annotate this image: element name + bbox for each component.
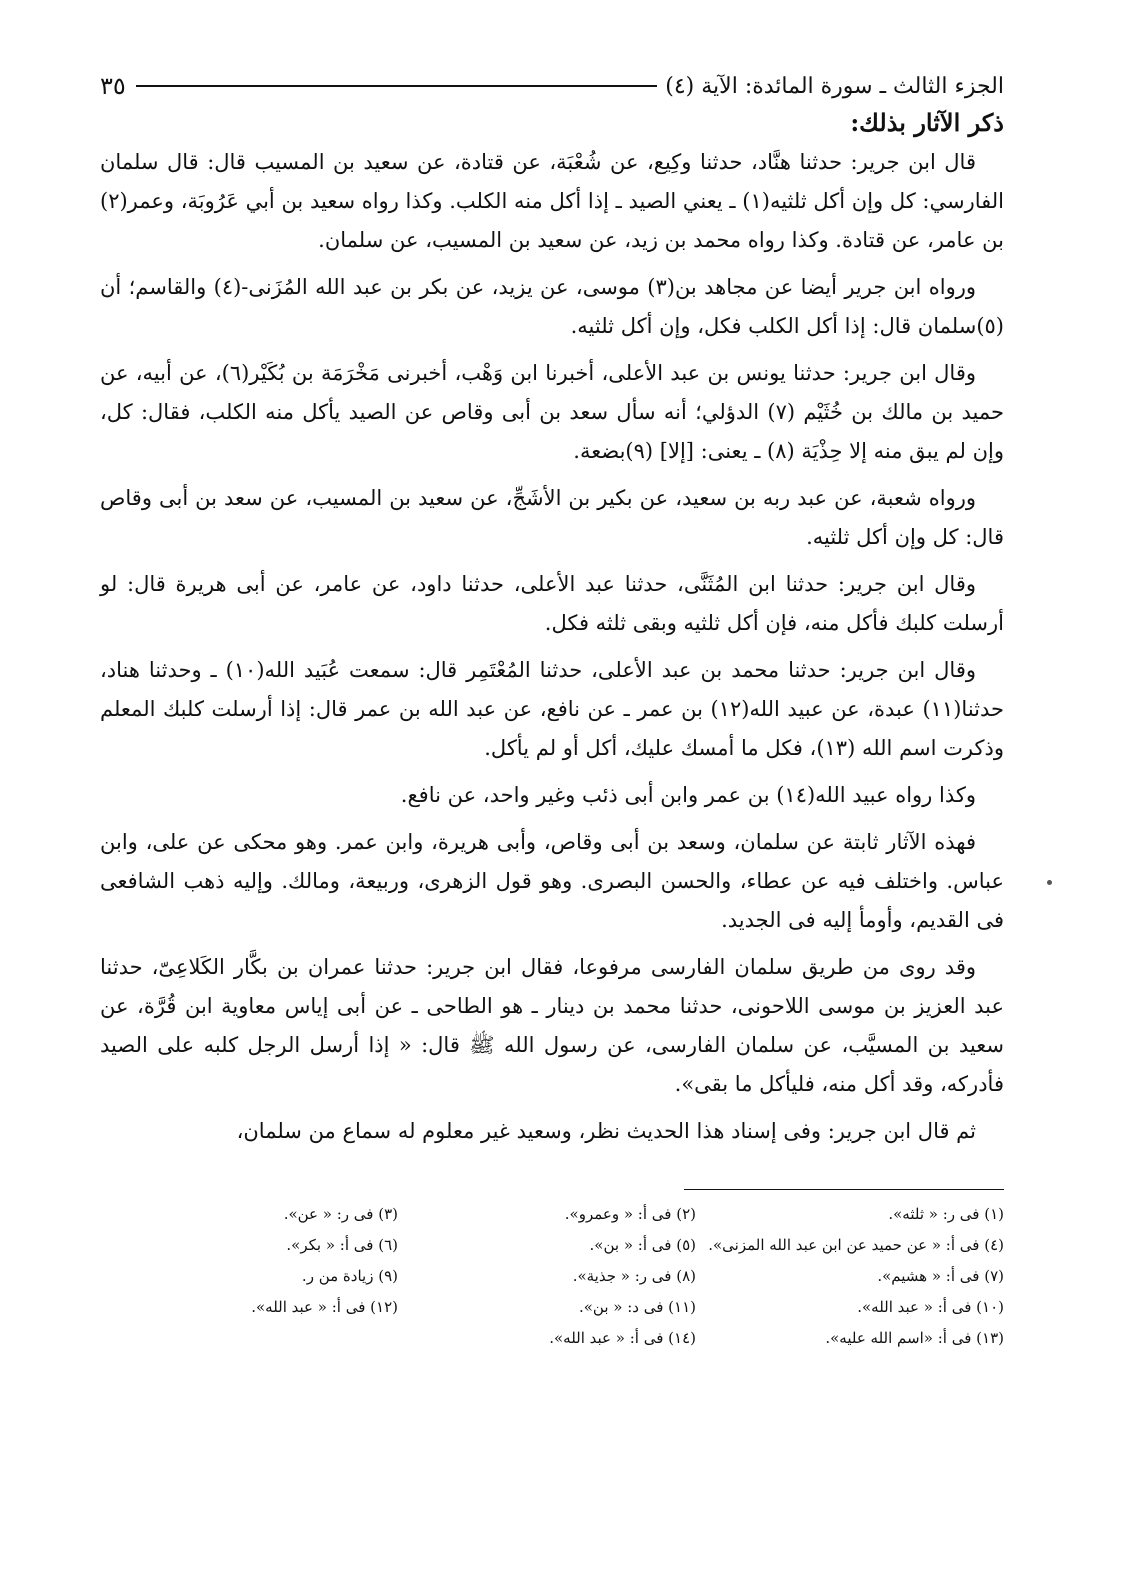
paragraph: ثم قال ابن جرير: وفى إسناد هذا الحديث نظر، وسعيد غير معلوم له سماع من سلمان، [236,1119,976,1143]
footnote: (١) فى ر: « ثلثه». [888,1205,1004,1223]
paragraph: وقال ابن جرير: حدثنا محمد بن عبد الأعلى، حدثنا المُعْتَمِر قال: سمعت عُبَيد الله(١٠) ـ وحدثنا هناد، حدثنا(١١) عبدة، عن عبيد الله(١٢) بن عمر ـ عن نافع، عن عبد الله بن عمر قال: إذا أرسلت كلبك المعلم وذكرت اسم الله (١٣)، فكل ما أمسك عليك، أكل أو لم يأكل. [100,658,1005,760]
page [100,68,1004,1353]
footnote: (٦) فى أ: « بكر». [286,1236,398,1254]
paragraph: قال ابن جرير: حدثنا هنَّاد، حدثنا وكِيع، عن شُعْبَة، عن قتادة، عن سعيد بن المسيب قال: قال سلمان الفارسي: كل وإن أكل ثلثيه(١) ـ يعني الصيد ـ إذا أكل منه الكلب. وكذا رواه سعيد بن أبي عَرُوبَة، وعمر(٢) بن عامر، عن قتادة. وكذا رواه محمد بن زيد، عن سعيد بن المسيب، عن سلمان. [100,150,1005,252]
paragraph: ورواه ابن جرير أيضا عن مجاهد بن(٣) موسى، عن يزيد، عن بكر بن عبد الله المُزَنى-(٤) والقاسم؛ أن (٥)سلمان قال: إذا أكل الكلب فكل، وإن أكل ثلثيه. [100,275,1004,338]
paragraph: ورواه شعبة، عن عبد ربه بن سعيد، عن بكير بن الأشَجِّ، عن سعيد بن المسيب، عن سعد بن أبى وقاص قال: كل وإن أكل ثلثيه. [100,486,1004,549]
footnote: (٨) فى ر: « جذية». [572,1267,696,1285]
running-title: الجزء الثالث ـ سورة المائدة: الآية (٤) [665,73,1004,99]
footnote: (١٣) فى أ: «اسم الله عليه». [825,1329,1004,1347]
paragraph: وقال ابن جرير: حدثنا ابن المُثَنَّى، حدثنا عبد الأعلى، حدثنا داود، عن عامر، عن أبى هريرة قال: لو أرسلت كلبك فأكل منه، فإن أكل ثلثيه وبقى ثلثه فكل. [100,572,1004,635]
footnote: (٧) فى أ: « هشيم». [877,1267,1004,1285]
page-number: ٣٥ [100,72,126,100]
footnote: (١٢) فى أ: « عبد الله». [251,1298,398,1316]
header-rule [136,85,657,87]
running-header [100,68,1004,104]
footnote: (٢) فى أ: « وعمرو». [564,1205,696,1223]
footnote: (١١) فى د: « بن». [578,1298,696,1316]
footnote: (٣) فى ر: « عن». [283,1205,398,1223]
footnotes [100,1200,1004,1353]
footnote-separator [684,1189,1004,1190]
paragraph: وكذا رواه عبيد الله(١٤) بن عمر وابن أبى ذئب وغير واحد، عن نافع. [400,783,976,807]
footnote: (١٤) فى أ: « عبد الله». [549,1329,696,1347]
scan-speck [1047,880,1052,885]
footnote: (٩) زيادة من ر. [301,1267,398,1285]
footnote: (٥) فى أ: « بن». [589,1236,696,1254]
section-heading: ذكر الآثار بذلك: [850,108,1004,137]
footnote: (١٠) فى أ: « عبد الله». [857,1298,1004,1316]
paragraph: وقال ابن جرير: حدثنا يونس بن عبد الأعلى، أخبرنا ابن وَهْب، أخبرنى مَخْرَمَة بن بُكَيْر(٦)، عن أبيه، عن حميد بن مالك بن خُثَيْم (٧) الدؤلي؛ أنه سأل سعد بن أبى وقاص عن الصيد يأكل منه الكلب، فقال: كل، وإن لم يبق منه إلا حِذْيَة (٨) ـ يعنى: [إلا] (٩)بضعة. [100,361,1004,463]
footnote: (٤) فى أ: « عن حميد عن ابن عبد الله المزنى». [708,1236,1004,1254]
paragraph: وقد روى من طريق سلمان الفارسى مرفوعا، فقال ابن جرير: حدثنا عمران بن بكَّار الكَلاعِىّ، حدثنا عبد العزيز بن موسى اللاحونى، حدثنا محمد بن دينار ـ هو الطاحى ـ عن أبى إياس معاوية ابن قُرَّة، عن سعيد بن المسيَّب، عن سلمان الفارسى، عن رسول الله ﷺ قال: « إذا أرسل الرجل كلبه على الصيد فأدركه، وقد أكل منه، فليأكل ما بقى». [100,955,1004,1096]
paragraph: فهذه الآثار ثابتة عن سلمان، وسعد بن أبى وقاص، وأبى هريرة، وابن عمر. وهو محكى عن على، وابن عباس. واختلف فيه عن عطاء، والحسن البصرى. وهو قول الزهرى، وربيعة، ومالك. وإليه ذهب الشافعى فى القديم، وأومأ إليه فى الجديد. [100,830,1004,932]
